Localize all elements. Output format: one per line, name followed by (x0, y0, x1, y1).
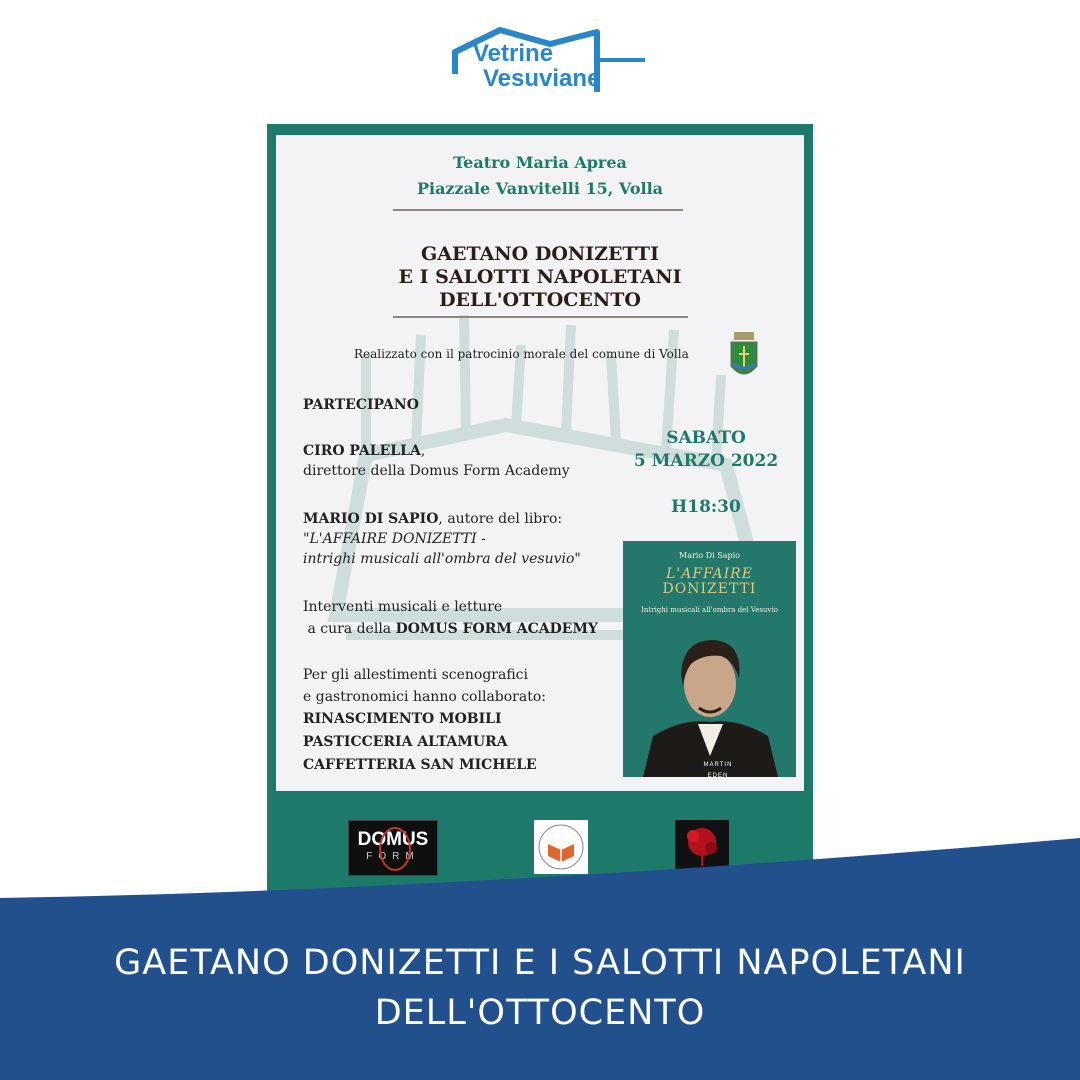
book-cover-title: L'AFFAIRE DONIZETTI (662, 566, 757, 597)
book-title-line1: "L'AFFAIRE DONIZETTI - (303, 531, 486, 547)
music-line2: a cura della DOMUS FORM ACADEMY (303, 621, 598, 637)
collab-line1: Per gli allestimenti scenografici (303, 667, 529, 683)
event-title-line1: GAETANO DONIZETTI (421, 243, 659, 265)
domus-form-logo: DOMUS FORM (348, 820, 438, 876)
participant-2-name: MARIO DI SAPIO (303, 511, 439, 527)
footer-title-line2: DELL'OTTOCENTO (374, 993, 706, 1033)
participant-1: CIRO PALELLA, (303, 443, 426, 459)
patronage-text: Realizzato con il patrocinio morale del comune di Volla (354, 347, 689, 361)
participants-heading: PARTECIPANO (303, 397, 419, 413)
venue-address: Piazzale Vanvitelli 15, Volla (416, 179, 664, 198)
participant-1-role: direttore della Domus Form Academy (303, 463, 570, 479)
event-day: SABATO (666, 428, 746, 448)
book-title-line2: intrighi musicali all'ombra del vesuvio" (303, 551, 581, 567)
domus-academy-name: DOMUS FORM ACADEMY (395, 621, 598, 637)
book-cover-author: Mario Di Sapio (679, 551, 740, 560)
collaborator-2: PASTICCERIA ALTAMURA (303, 734, 508, 750)
event-time: H18:30 (671, 497, 741, 517)
venue-name: Teatro Maria Aprea (453, 153, 627, 172)
collaborator-3: CAFFETTERIA SAN MICHELE (303, 757, 537, 773)
footer-title (0, 938, 1080, 1038)
event-date-full: 5 MARZO 2022 (633, 451, 779, 471)
collab-line2: e gastronomici hanno collaborato: (303, 689, 546, 705)
collaborator-1: RINASCIMENTO MOBILI (303, 711, 502, 727)
logo-line2: Vesuviane (483, 65, 601, 92)
event-title-line2: E I SALOTTI NAPOLETANI (398, 266, 682, 288)
event-title-line3: DELL'OTTOCENTO (439, 289, 641, 311)
music-line1: Interventi musicali e letture (303, 599, 503, 615)
logo-line1: Vetrine (473, 40, 554, 67)
book-cover-publisher: MARTIN EDEN (692, 760, 744, 771)
book-cover-subtitle: Intrighi musicali all'ombra del Vesuvio (641, 606, 778, 614)
participant-1-name: CIRO PALELLA (303, 443, 421, 459)
footer-title-line1: GAETANO DONIZETTI E I SALOTTI NAPOLETANI (114, 943, 966, 983)
participant-2-role: , autore del libro: (438, 511, 563, 527)
